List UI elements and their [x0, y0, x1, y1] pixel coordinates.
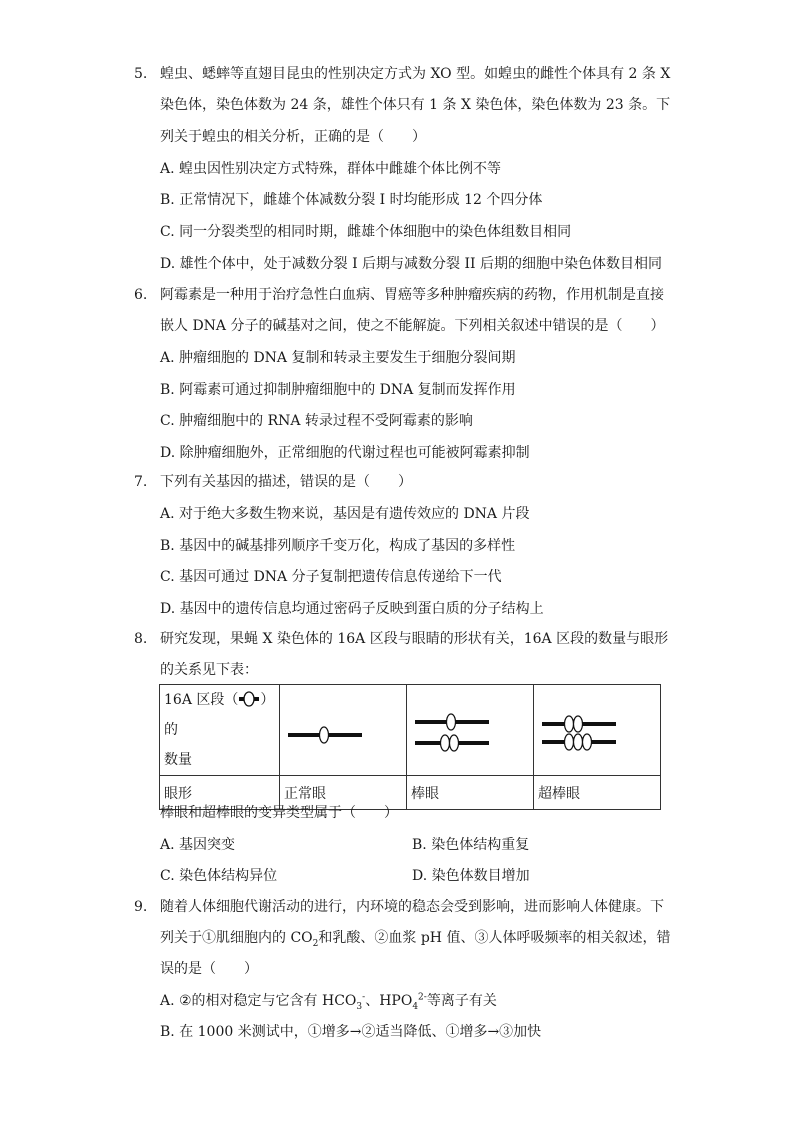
question-6-option-c[interactable]: C. 肿瘤细胞中的 RNA 转录过程不受阿霉素的影响 [160, 413, 473, 429]
question-6-number: 6. [134, 287, 148, 303]
table-cell-bar-eye: 棒眼 [407, 776, 534, 810]
question-7-option-c[interactable]: C. 基因可通过 DNA 分子复制把遗传信息传递给下一代 [160, 569, 502, 585]
question-9-line-1: 随着人体细胞代谢活动的进行，内环境的稳态会受到影响，进而影响人体健康。下 [160, 899, 664, 915]
question-9-option-a[interactable]: A. ②的相对稳定与它含有 $HCO_3^-$、$HPO_4^{2-}$等离子有关 [160, 992, 497, 1012]
question-6-option-a[interactable]: A. 肿瘤细胞的 DNA 复制和转录主要发生于细胞分裂间期 [160, 350, 516, 366]
segment-eye-table [159, 684, 661, 810]
chromosome-three-segments-icon [538, 698, 656, 758]
question-8-option-b[interactable]: B. 染色体结构重复 [412, 837, 530, 853]
question-5-line-3: 列关于蝗虫的相关分析，正确的是（ ） [160, 129, 426, 145]
question-8-number: 8. [134, 631, 148, 647]
chromosome-two-segments-icon [411, 698, 529, 758]
bar-eye-chromosome [407, 685, 534, 776]
question-8-stem: 棒眼和超棒眼的变异类型属于（ ） [160, 805, 398, 821]
chromosome-one-segment-icon [284, 698, 402, 758]
question-5-number: 5. [134, 66, 148, 82]
table-header-eye-shape: 眼形 [160, 776, 280, 810]
question-7-option-b[interactable]: B. 基因中的碱基排列顺序千变万化，构成了基因的多样性 [160, 538, 516, 554]
question-8-option-c[interactable]: C. 染色体结构异位 [160, 868, 278, 884]
question-7-option-a[interactable]: A. 对于绝大多数生物来说，基因是有遗传效应的 DNA 片段 [160, 506, 530, 522]
question-8-option-a[interactable]: A. 基因突变 [160, 837, 236, 853]
segment-symbol-icon [238, 691, 260, 707]
normal-eye-chromosome [280, 685, 407, 776]
ultra-bar-eye-chromosome [534, 685, 661, 776]
question-5-option-b[interactable]: B. 正常情况下，雌雄个体减数分裂 I 时均能形成 12 个四分体 [160, 192, 543, 208]
question-9-option-b[interactable]: B. 在 1000 米测试中，①增多→②适当降低、①增多→③加快 [160, 1024, 542, 1040]
question-7-line-1: 下列有关基因的描述，错误的是（ ） [160, 474, 412, 490]
question-5-line-1: 蝗虫、蟋蟀等直翅目昆虫的性别决定方式为 XO 型。如蝗虫的雌性个体具有 2 条 X [160, 66, 671, 82]
question-5-option-c[interactable]: C. 同一分裂类型的相同时期，雌雄个体细胞中的染色体组数目相同 [160, 224, 572, 240]
question-6-option-d[interactable]: D. 除肿瘤细胞外，正常细胞的代谢过程也可能被阿霉素抑制 [160, 445, 530, 461]
question-8-line-2: 的关系见下表： [160, 662, 258, 678]
question-5-option-a[interactable]: A. 蝗虫因性别决定方式特殊，群体中雌雄个体比例不等 [160, 161, 502, 177]
table-header-count: 16A 区段（ ）的 数量 [160, 685, 280, 776]
question-6-line-1: 阿霉素是一种用于治疗急性白血病、胃癌等多种肿瘤疾病的药物，作用机制是直接 [160, 287, 664, 303]
question-5-option-d[interactable]: D. 雄性个体中，处于减数分裂 I 后期与减数分裂 II 后期的细胞中染色体数目相同 [160, 256, 663, 272]
question-9-number: 9. [134, 899, 148, 915]
table-row [160, 685, 661, 776]
question-8-line-1: 研究发现，果蝇 X 染色体的 16A 区段与眼睛的形状有关，16A 区段的数量与眼形 [160, 631, 669, 647]
table-cell-ultra-bar-eye: 超棒眼 [534, 776, 661, 810]
question-8-option-d[interactable]: D. 染色体数目增加 [412, 868, 530, 884]
question-6-line-2: 嵌人 DNA 分子的碱基对之间，使之不能解旋。下列相关叙述中错误的是（ ） [160, 318, 665, 334]
question-6-option-b[interactable]: B. 阿霉素可通过抑制肿瘤细胞中的 DNA 复制而发挥作用 [160, 382, 516, 398]
question-9-line-2: 列关于①肌细胞内的 $CO_2$和乳酸、②血浆 pH 值、③人体呼吸频率的相关叙述，错 [160, 930, 671, 949]
question-5-line-2: 染色体，染色体数为 24 条，雄性个体只有 1 条 X 染色体，染色体数为 23 条。下 [160, 97, 671, 113]
question-7-number: 7. [134, 474, 148, 490]
question-9-line-3: 误的是（ ） [160, 961, 258, 977]
table-cell-normal-eye: 正常眼 [280, 776, 407, 810]
question-7-option-d[interactable]: D. 基因中的遗传信息均通过密码子反映到蛋白质的分子结构上 [160, 601, 544, 617]
